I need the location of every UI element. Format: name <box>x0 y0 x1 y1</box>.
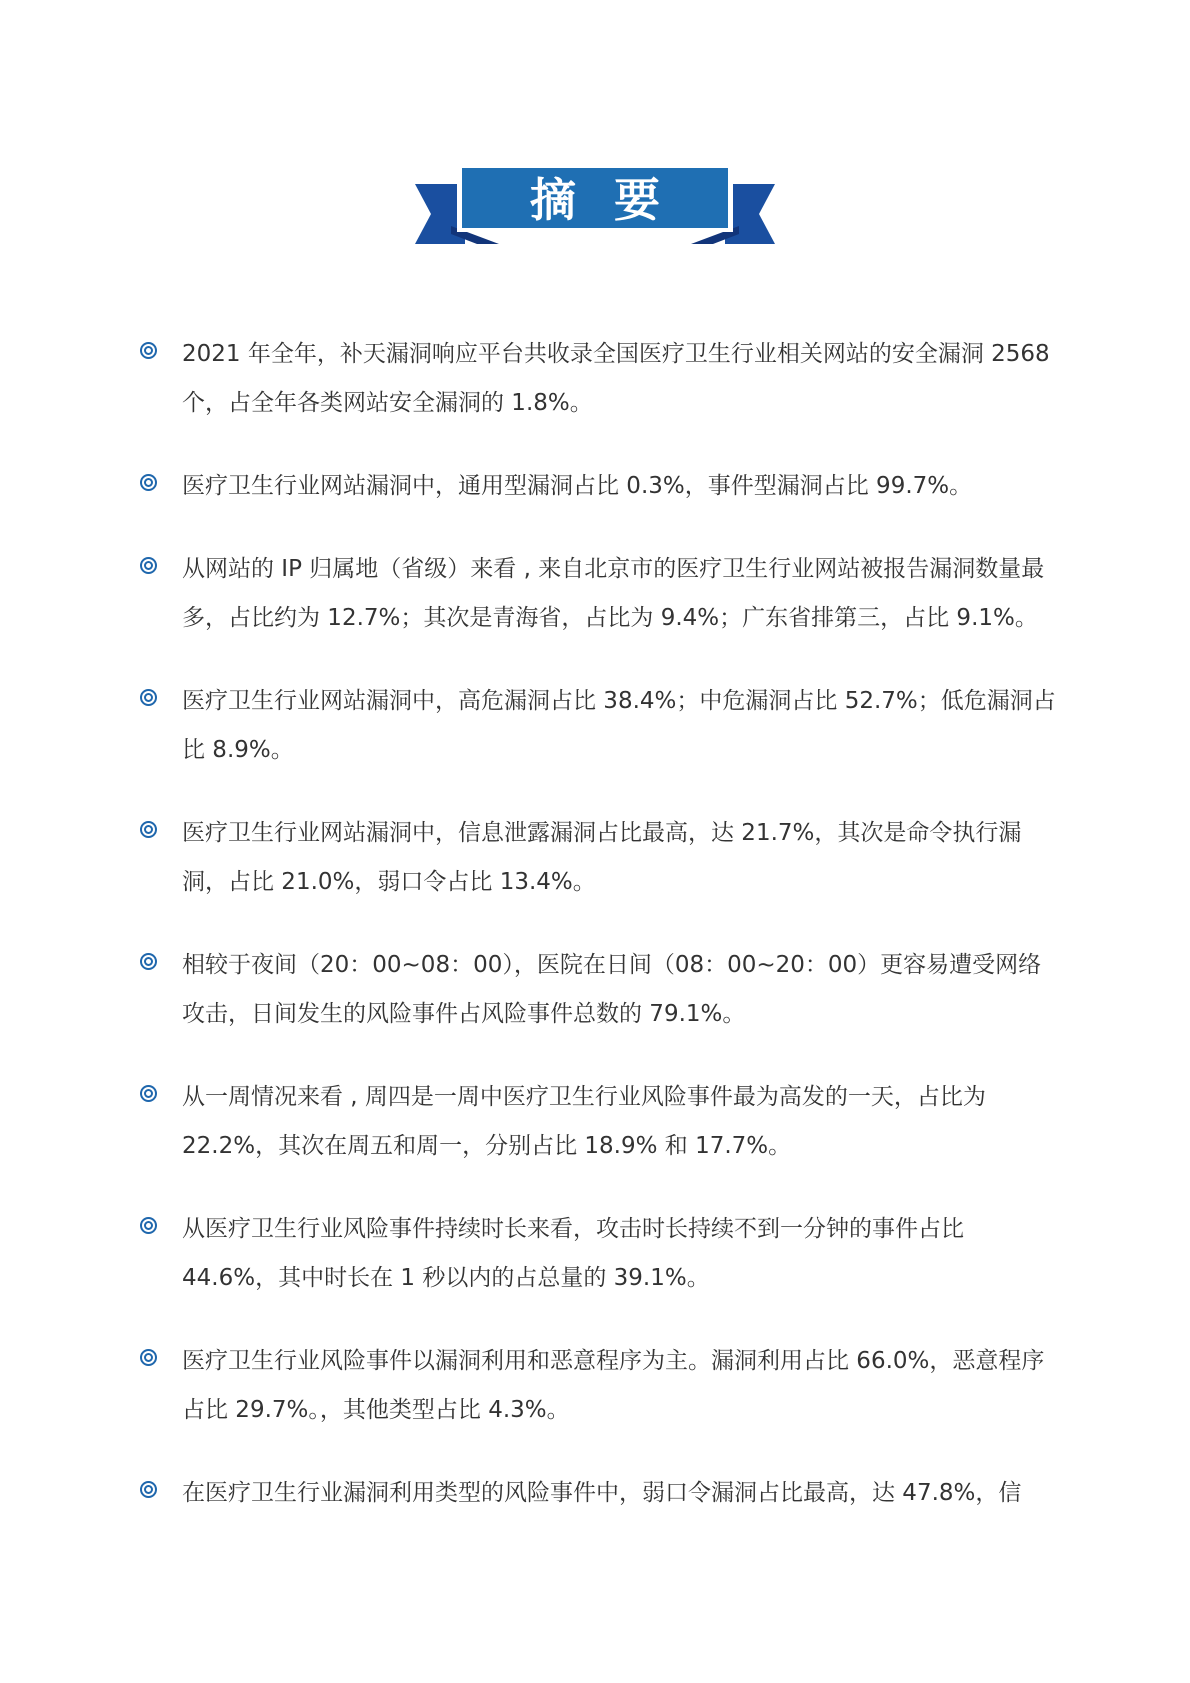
double-circle-icon <box>140 953 157 970</box>
double-circle-icon <box>140 474 157 491</box>
double-circle-icon <box>140 1349 157 1366</box>
list-item <box>140 1469 1060 1518</box>
list-item <box>140 1337 1060 1435</box>
list-item <box>140 677 1060 775</box>
list-item <box>140 330 1060 428</box>
item-text: 医疗卫生行业风险事件以漏洞利用和恶意程序为主。漏洞利用占比 66.0%，恶意程序占比 29.7%。，其他类型占比 4.3%。 <box>182 1348 1045 1423</box>
item-text: 从网站的 IP 归属地（省级）来看 , 来自北京市的医疗卫生行业网站被报告漏洞数量最多，占比约为 12.7%；其次是青海省，占比为 9.4%；广东省排第三，占比 9.1%。 <box>182 556 1045 631</box>
page-title: 摘要 <box>530 173 698 227</box>
double-circle-icon <box>140 342 157 359</box>
item-text: 医疗卫生行业网站漏洞中，高危漏洞占比 38.4%；中危漏洞占比 52.7%；低危漏洞占比 8.9%。 <box>182 688 1056 763</box>
double-circle-icon <box>140 821 157 838</box>
summary-list <box>140 330 1060 1552</box>
double-circle-icon <box>140 689 157 706</box>
double-circle-icon <box>140 557 157 574</box>
list-item <box>140 545 1060 643</box>
list-item <box>140 1205 1060 1303</box>
item-text: 医疗卫生行业网站漏洞中，通用型漏洞占比 0.3%，事件型漏洞占比 99.7%。 <box>182 473 973 499</box>
section-banner <box>413 168 777 256</box>
item-text: 从医疗卫生行业风险事件持续时长来看，攻击时长持续不到一分钟的事件占比 44.6%，其中时长在 1 秒以内的占总量的 39.1%。 <box>182 1216 964 1291</box>
item-text: 从一周情况来看 , 周四是一周中医疗卫生行业风险事件最为高发的一天，占比为 22.2%，其次在周五和周一，分别占比 18.9% 和 17.7%。 <box>182 1084 986 1159</box>
double-circle-icon <box>140 1481 157 1498</box>
double-circle-icon <box>140 1085 157 1102</box>
item-text: 2021 年全年，补天漏洞响应平台共收录全国医疗卫生行业相关网站的安全漏洞 2568 个，占全年各类网站安全漏洞的 1.8%。 <box>182 341 1050 416</box>
item-text: 在医疗卫生行业漏洞利用类型的风险事件中，弱口令漏洞占比最高，达 47.8%，信 <box>182 1480 1022 1506</box>
item-text: 医疗卫生行业网站漏洞中，信息泄露漏洞占比最高，达 21.7%，其次是命令执行漏洞，占比 21.0%，弱口令占比 13.4%。 <box>182 820 1022 895</box>
item-text: 相较于夜间（20：00~08：00），医院在日间（08：00~20：00）更容易遭受网络攻击，日间发生的风险事件占风险事件总数的 79.1%。 <box>182 952 1042 1027</box>
double-circle-icon <box>140 1217 157 1234</box>
list-item <box>140 809 1060 907</box>
list-item <box>140 941 1060 1039</box>
list-item <box>140 1073 1060 1171</box>
list-item <box>140 462 1060 511</box>
